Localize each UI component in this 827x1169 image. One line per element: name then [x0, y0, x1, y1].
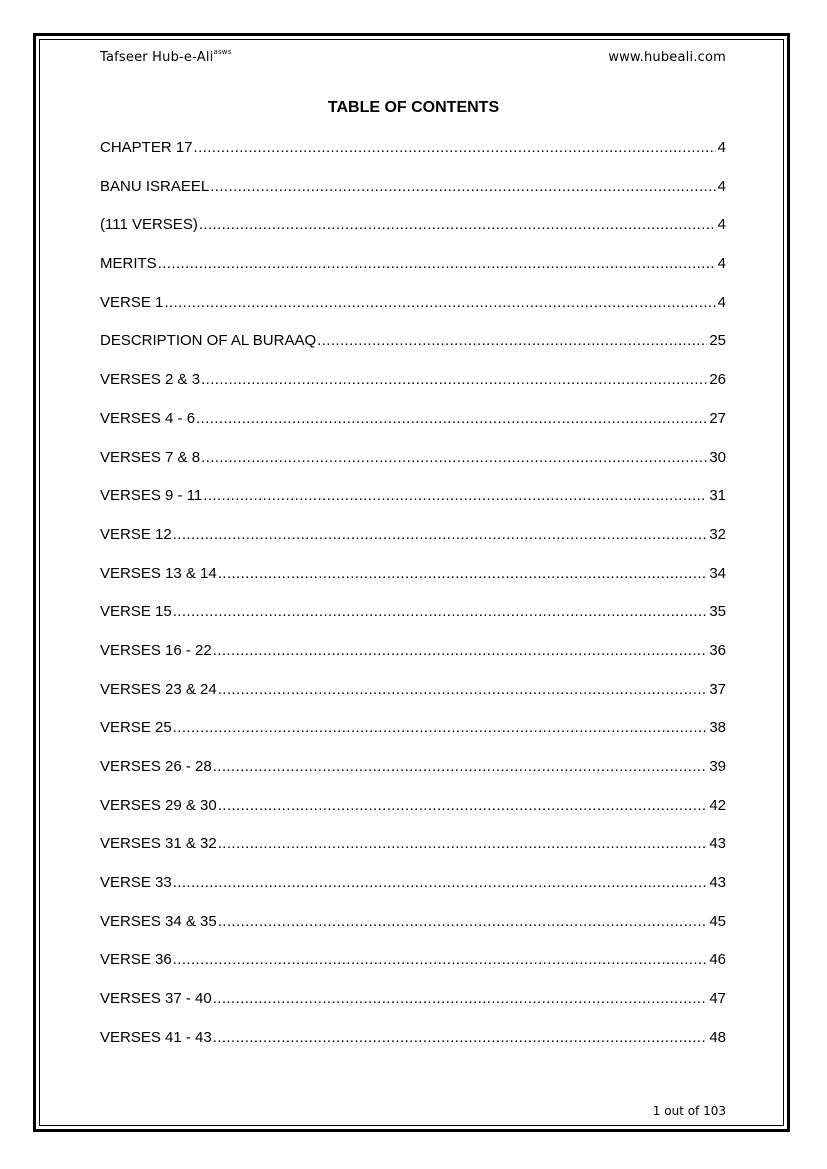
dot-leader — [218, 834, 708, 854]
header-title-text: Tafseer Hub-e-Ali — [100, 50, 214, 65]
toc-entry[interactable] — [100, 138, 726, 177]
toc-entry-label: VERSE 25 — [100, 719, 172, 737]
toc-entry[interactable] — [100, 834, 726, 873]
toc-entry-page-number: 36 — [709, 641, 726, 659]
dot-leader — [164, 293, 715, 313]
toc-entry-label: VERSES 37 - 40 — [100, 990, 212, 1008]
dot-leader — [213, 757, 708, 777]
toc-entry-label: VERSE 15 — [100, 603, 172, 621]
toc-entry-label: CHAPTER 17 — [100, 139, 193, 156]
toc-entry[interactable] — [100, 757, 726, 796]
toc-entry[interactable] — [100, 1028, 726, 1067]
toc-entry-label: VERSE 33 — [100, 874, 172, 892]
toc-entry-page-number: 37 — [709, 680, 726, 698]
dot-leader — [173, 950, 708, 970]
toc-entry[interactable] — [100, 293, 726, 332]
toc-entry-label: VERSES 34 & 35 — [100, 912, 217, 930]
header-title-superscript: asws — [213, 48, 232, 56]
toc-entry-label: DESCRIPTION OF AL BURAAQ — [100, 332, 317, 350]
dot-leader — [173, 602, 708, 622]
toc-entry-label: VERSES 13 & 14 — [100, 564, 217, 582]
toc-entry-label: VERSES 26 - 28 — [100, 758, 212, 775]
toc-entry-page-number: 25 — [709, 332, 726, 350]
toc-entry-page-number: 27 — [709, 409, 726, 427]
toc-entry-page-number: 38 — [709, 719, 726, 737]
toc-entry[interactable] — [100, 409, 726, 448]
toc-entry-label: VERSES 29 & 30 — [100, 796, 217, 814]
toc-entry-label: VERSES 7 & 8 — [100, 448, 201, 466]
toc-entry-page-number: 4 — [717, 216, 726, 234]
dot-leader — [196, 409, 707, 429]
toc-entry-page-number: 42 — [709, 796, 726, 814]
page-title: TABLE OF CONTENTS — [327, 99, 500, 116]
toc-entry[interactable] — [100, 912, 726, 951]
dot-leader — [218, 680, 708, 700]
toc-entry[interactable] — [100, 718, 726, 757]
toc-entry-page-number: 45 — [709, 912, 726, 930]
toc-entry-label: VERSES 16 - 22 — [100, 641, 212, 659]
toc-entry[interactable] — [100, 564, 726, 603]
toc-entry-page-number: 43 — [709, 874, 726, 892]
toc-list — [100, 138, 726, 1067]
dot-leader — [173, 525, 708, 545]
toc-entry-label: BANU ISRAEEL — [100, 177, 210, 195]
toc-entry-page-number: 4 — [717, 255, 726, 273]
dot-leader — [158, 254, 716, 274]
toc-entry[interactable] — [100, 950, 726, 989]
toc-entry-label: MERITS — [100, 255, 157, 273]
toc-entry-page-number: 4 — [717, 139, 726, 156]
toc-entry-label: (111 VERSES) — [100, 216, 198, 234]
toc-entry-page-number: 46 — [709, 951, 726, 969]
toc-entry-page-number: 32 — [709, 525, 726, 543]
toc-entry-label: VERSE 1 — [100, 293, 164, 311]
dot-leader — [201, 448, 707, 468]
dot-leader — [213, 1028, 708, 1048]
toc-entry[interactable] — [100, 370, 726, 409]
toc-entry[interactable] — [100, 177, 726, 216]
toc-entry-page-number: 4 — [717, 293, 726, 311]
toc-entry[interactable] — [100, 641, 726, 680]
toc-entry[interactable] — [100, 331, 726, 370]
dot-leader — [201, 370, 707, 390]
toc-entry-page-number: 34 — [709, 564, 726, 582]
toc-entry[interactable] — [100, 254, 726, 293]
dot-leader — [317, 331, 707, 351]
dot-leader — [210, 177, 715, 197]
toc-entry[interactable] — [100, 873, 726, 912]
toc-entry-label: VERSE 12 — [100, 525, 172, 543]
toc-entry[interactable] — [100, 602, 726, 641]
toc-entry[interactable] — [100, 215, 726, 254]
dot-leader — [203, 486, 707, 506]
toc-entry-page-number: 31 — [709, 487, 726, 505]
toc-entry[interactable] — [100, 680, 726, 719]
toc-entry-page-number: 47 — [709, 990, 726, 1008]
toc-entry-page-number: 43 — [709, 835, 726, 853]
dot-leader — [194, 138, 716, 158]
toc-entry-label: VERSES 2 & 3 — [100, 371, 201, 389]
dot-leader — [218, 796, 708, 816]
toc-entry-page-number: 39 — [709, 758, 726, 775]
toc-entry-label: VERSES 23 & 24 — [100, 680, 217, 698]
toc-entry[interactable] — [100, 448, 726, 487]
toc-entry-page-number: 48 — [709, 1028, 726, 1046]
toc-entry[interactable] — [100, 796, 726, 835]
dot-leader — [199, 215, 716, 235]
toc-entry-page-number: 4 — [717, 177, 726, 195]
toc-entry-label: VERSES 41 - 43 — [100, 1028, 212, 1046]
toc-entry-label: VERSES 4 - 6 — [100, 409, 196, 427]
dot-leader — [218, 564, 708, 584]
toc-entry[interactable] — [100, 989, 726, 1028]
header-website: www.hubeali.com — [608, 50, 726, 65]
dot-leader — [213, 989, 708, 1009]
dot-leader — [213, 641, 708, 661]
dot-leader — [173, 873, 708, 893]
page-number: 1 out of 103 — [652, 1104, 726, 1118]
toc-entry-label: VERSE 36 — [100, 951, 172, 969]
toc-entry[interactable] — [100, 486, 726, 525]
toc-entry-page-number: 30 — [709, 448, 726, 466]
toc-entry[interactable] — [100, 525, 726, 564]
toc-entry-page-number: 26 — [709, 371, 726, 389]
dot-leader — [173, 718, 708, 738]
dot-leader — [218, 912, 708, 932]
header-book-title — [100, 50, 232, 65]
toc-entry-page-number: 35 — [709, 603, 726, 621]
toc-entry-label: VERSES 9 - 11 — [100, 487, 203, 505]
toc-entry-label: VERSES 31 & 32 — [100, 835, 217, 853]
